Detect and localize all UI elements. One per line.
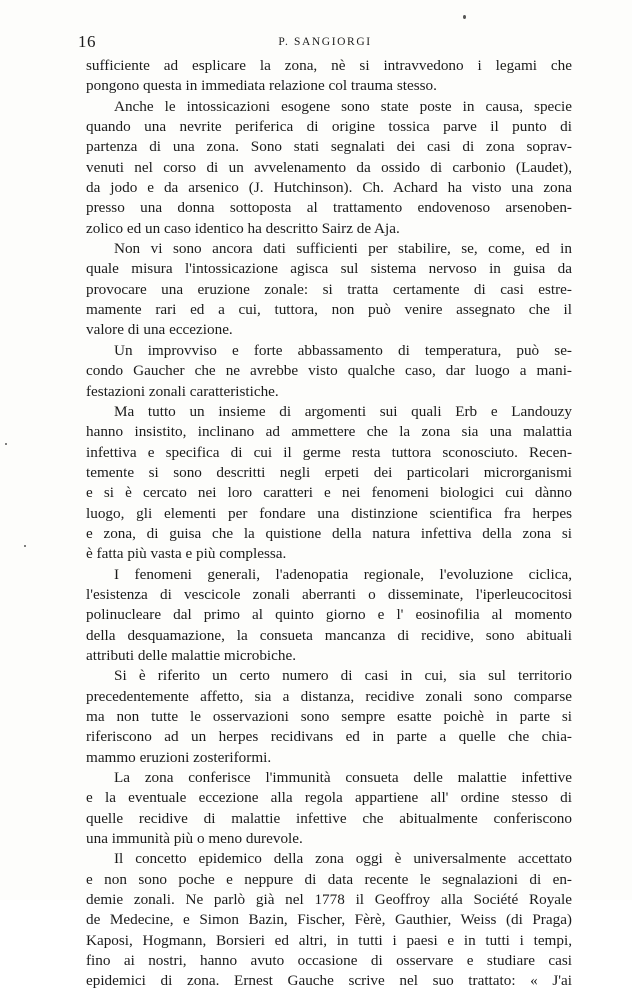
text-line: partenza di una zona. Sono stati segnalati dei casi di zona soprav- bbox=[86, 138, 572, 156]
text-line: mamente rari ed a cui, tuttora, non può venire assegnato che il bbox=[86, 301, 572, 319]
text-line: riferiscono ad un herpes recidivans ed in parte a quelle che chia- bbox=[86, 728, 572, 746]
text-line: l'esistenza di vescicole zonali aberranti o disseminate, l'iperleucocitosi bbox=[86, 585, 572, 603]
text-line: e la eventuale eccezione alla regola appartiene all' ordine stesso di bbox=[86, 789, 572, 807]
text-line: è fatta più vasta e più complessa. bbox=[86, 545, 287, 563]
text-line: e non sono poche e neppure di data recente le segnalazioni di en- bbox=[86, 870, 572, 888]
text-line: provocare una eruzione zonale: si tratta certamente di casi estre- bbox=[86, 280, 572, 298]
text-line: Un improvviso e forte abbassamento di temperatura, può se- bbox=[114, 341, 572, 359]
text-line: fino ai nostri, hanno avuto occasione di osservare e studiare casi bbox=[86, 952, 572, 970]
text-line: della desquamazione, la consueta mancanza di recidive, sono abituali bbox=[86, 626, 572, 644]
text-line: pongono questa in immediata relazione col trauma stesso. bbox=[86, 77, 437, 95]
text-line: Anche le intossicazioni esogene sono state poste in causa, specie bbox=[114, 97, 572, 115]
running-head: P. SANGIORGI bbox=[278, 36, 372, 48]
text-line: Non vi sono ancora dati sufficienti per stabilire, se, come, ed in bbox=[114, 240, 572, 258]
text-line: Si è riferito un certo numero di casi in cui, sia sul territorio bbox=[114, 667, 572, 685]
text-line: quale misura l'intossicazione agisca sul sistema nervoso in guisa da bbox=[86, 260, 572, 278]
text-line: Il concetto epidemico della zona oggi è universalmente accettato bbox=[114, 850, 572, 868]
ink-speck bbox=[5, 443, 7, 445]
text-line: e si è cercato nei loro caratteri e nei fenomeni biologici cui dànno bbox=[86, 484, 572, 502]
text-line: mammo eruzioni zosteriformi. bbox=[86, 748, 272, 766]
text-line: luogo, gli elementi per fondare una distinzione scientifica fra herpes bbox=[86, 504, 572, 522]
text-line: hanno insistito, inclinano ad ammettere che la zona sia una malattia bbox=[86, 423, 572, 441]
body-text bbox=[86, 56, 572, 992]
text-line: epidemici di zona. Ernest Gauche scrive nel suo trattato: « J'ai bbox=[86, 972, 572, 990]
page-number: 16 bbox=[78, 32, 96, 51]
text-line: zolico ed un caso identico ha descritto Sairz de Aja. bbox=[86, 219, 400, 237]
text-line: I fenomeni generali, l'adenopatia regionale, l'evoluzione ciclica, bbox=[114, 565, 572, 583]
text-line: una immunità più o meno durevole. bbox=[86, 830, 303, 848]
text-line: venuti nel corso di un avvelenamento da ossido di carbonio (Laudet), bbox=[86, 158, 572, 176]
text-line: presso una donna sottoposta al trattamento endovenoso arsenoben- bbox=[86, 199, 572, 217]
text-line: e zona, di guisa che la quistione della natura infettiva della zona si bbox=[86, 524, 572, 542]
text-line: quando una nevrite periferica di origine tossica parve il punto di bbox=[86, 118, 572, 136]
text-line: polinucleare dal primo al quinto giorno e l' eosinofilia al momento bbox=[86, 606, 572, 624]
ink-speck bbox=[24, 545, 26, 547]
text-line: attributi delle malattie microbiche. bbox=[86, 646, 297, 664]
text-line: temente si sono descritti negli erpeti dei particolari microrganismi bbox=[86, 463, 572, 481]
text-line: precedentemente affetto, sia a distanza, recidive zonali sono comparse bbox=[86, 687, 572, 705]
text-line: demie zonali. Ne parlò già nel 1778 il Geoffroy alla Société Royale bbox=[86, 891, 572, 909]
text-line: sufficiente ad esplicare la zona, nè si intravvedono i legami che bbox=[86, 57, 572, 74]
text-line: quelle recidive di malattie infettive che abitualmente conferiscono bbox=[86, 809, 572, 827]
text-line: de Medecine, e Simon Bazin, Fischer, Fèrè, Gauthier, Weiss (di Praga) bbox=[86, 911, 572, 929]
text-line: da jodo e da arsenico (J. Hutchinson). Ch. Achard ha visto una zona bbox=[86, 179, 572, 197]
text-line: Kaposi, Hogmann, Borsieri ed altri, in tutti i paesi e in tutti i tempi, bbox=[86, 931, 572, 949]
text-line: La zona conferisce l'immunità consueta delle malattie infettive bbox=[114, 769, 572, 787]
text-line: valore di una eccezione. bbox=[86, 321, 233, 339]
ink-speck bbox=[463, 15, 466, 19]
text-line: ma non tutte le osservazioni sono sempre esatte poichè in parte si bbox=[86, 708, 572, 725]
text-line: Ma tutto un insieme di argomenti sui quali Erb e Landouzy bbox=[114, 402, 572, 420]
page-header bbox=[78, 32, 572, 54]
text-line: festazioni zonali caratteristiche. bbox=[86, 382, 279, 400]
text-line: condo Gaucher che ne avrebbe visto qualche caso, dar luogo a mani- bbox=[86, 362, 572, 380]
text-line: infettiva e specifica di cui il germe resta tuttora sconosciuto. Recen- bbox=[86, 443, 572, 461]
